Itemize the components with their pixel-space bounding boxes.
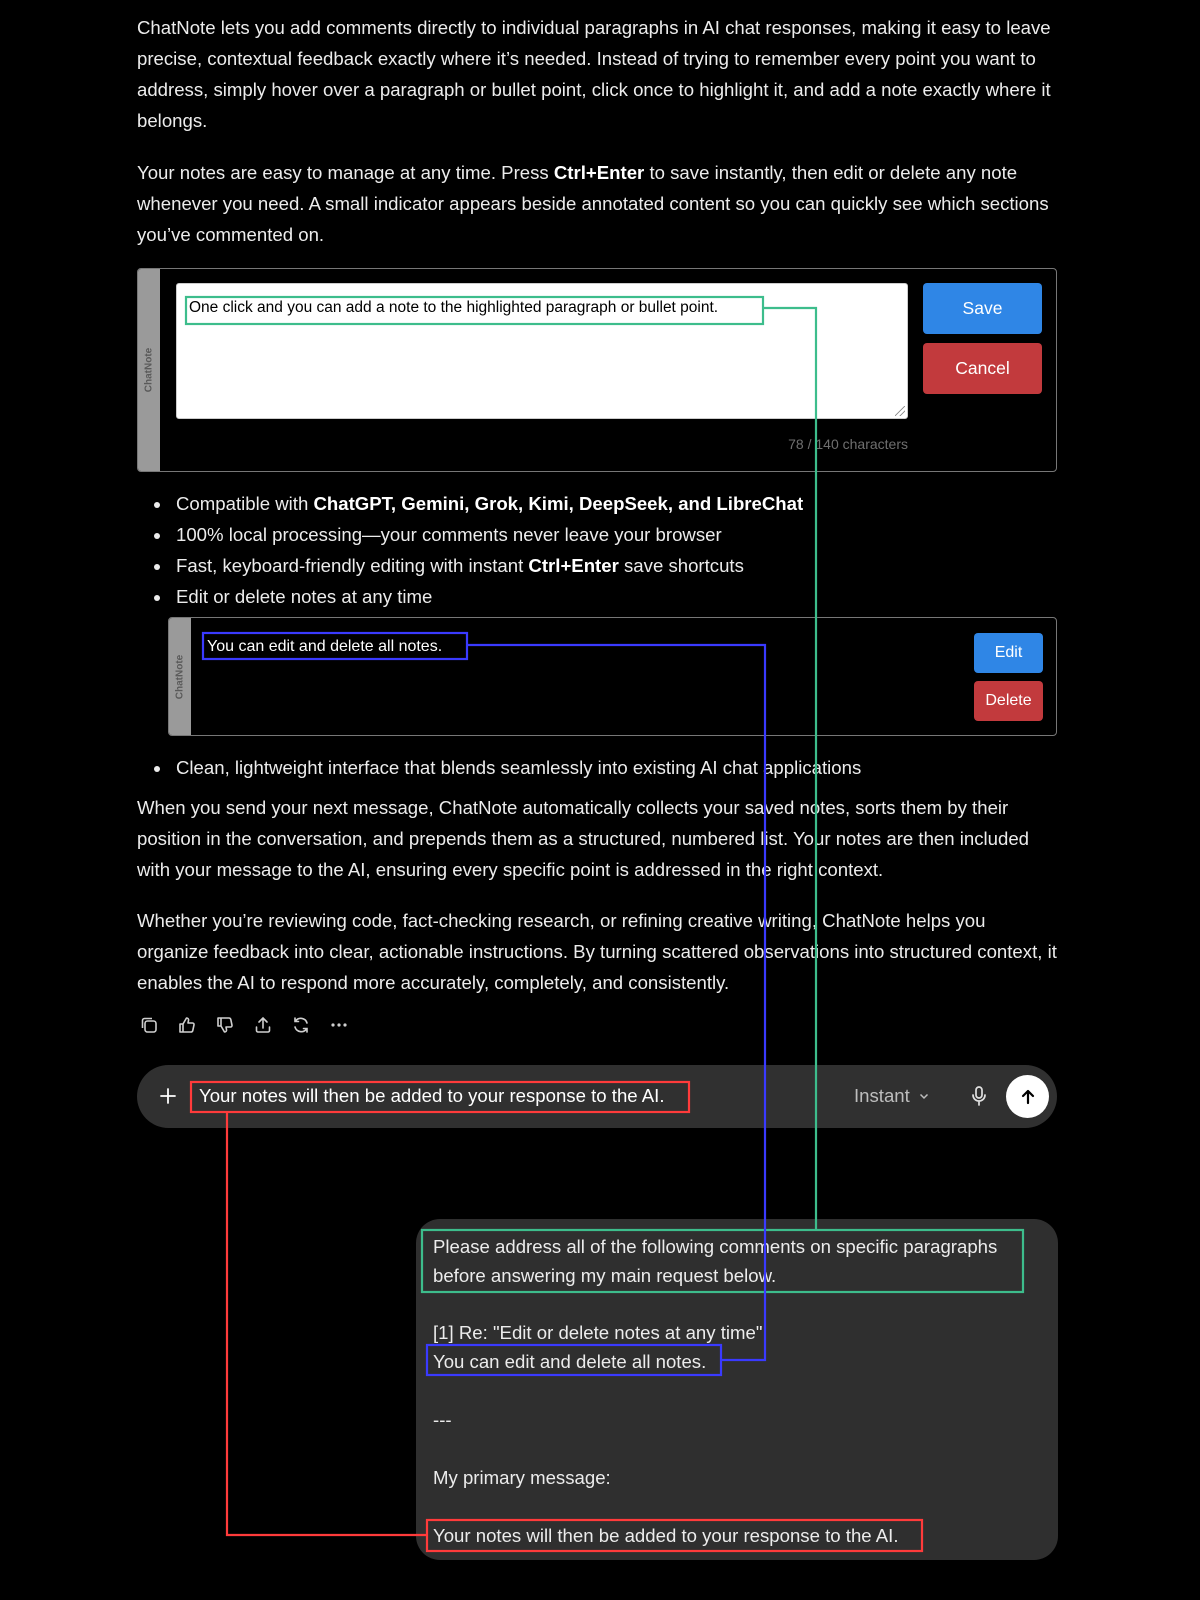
response-actions bbox=[137, 1013, 351, 1037]
resize-handle[interactable] bbox=[895, 406, 905, 416]
chatnote-strip bbox=[169, 618, 191, 735]
more-icon[interactable] bbox=[327, 1013, 351, 1037]
feature-item: Edit or delete notes at any time bbox=[176, 586, 433, 607]
thumbs-down-icon[interactable] bbox=[213, 1013, 237, 1037]
intro-paragraph-1: ChatNote lets you add comments directly to individual paragraphs in AI chat responses, making it easy to leave precise, contextual feedback exactly where it’s needed. Instead of trying to remember every point you want to address, simply hover over a paragraph or bullet point, click once to highlight it, and add a note exactly where it belongs. bbox=[137, 17, 1051, 131]
thumbs-up-icon[interactable] bbox=[175, 1013, 199, 1037]
feature-item: Compatible with ChatGPT, Gemini, Grok, Kimi, DeepSeek, and LibreChat bbox=[176, 493, 804, 514]
chatnote-saved-note-panel bbox=[168, 617, 1057, 736]
feature-item: Fast, keyboard-friendly editing with instant Ctrl+Enter save shortcuts bbox=[176, 555, 744, 576]
character-counter: 78 / 140 characters bbox=[788, 436, 908, 452]
message-input[interactable]: Your notes will then be added to your response to the AI. bbox=[199, 1085, 665, 1106]
chatnote-strip-label: ChatNote bbox=[174, 654, 186, 699]
sent-message-note-reference: [1] Re: "Edit or delete notes at any time": bbox=[433, 1322, 768, 1343]
save-button[interactable]: Save bbox=[923, 283, 1042, 334]
outro-paragraph-2: Whether you’re reviewing code, fact-checking research, or refining creative writing, ChatNote helps you organize feedback into clear, actionable instructions. By turning scattered observations into structured context, it enables the AI to respond more accurately, completely, and consistently. bbox=[137, 910, 1057, 993]
outro-paragraph-1: When you send your next message, ChatNote automatically collects your saved notes, sorts them by their position in the conversation, and prepends them as a structured, numbered list. Your notes are then included with your message to the AI, ensuring every specific point is addressed in the right context. bbox=[137, 797, 1030, 880]
sent-message-primary-text: Your notes will then be added to your response to the AI. bbox=[433, 1525, 899, 1546]
note-textarea-text: One click and you can add a note to the highlighted paragraph or bullet point. bbox=[189, 299, 719, 316]
delete-button[interactable]: Delete bbox=[974, 681, 1043, 721]
cancel-button[interactable]: Cancel bbox=[923, 343, 1042, 394]
intro-paragraph-2: Your notes are easy to manage at any time. Press Ctrl+Enter to save instantly, then edit or delete any note whenever you need. A small indicator appears beside annotated content so you can quickly see which sections you’ve commented on. bbox=[137, 162, 1049, 245]
feature-item: 100% local processing—your comments never leave your browser bbox=[176, 524, 722, 545]
sent-message-line: before answering my main request below. bbox=[433, 1265, 777, 1286]
sent-message-separator: --- bbox=[433, 1409, 452, 1430]
arrow-up-icon bbox=[1018, 1087, 1038, 1107]
regenerate-icon[interactable] bbox=[289, 1013, 313, 1037]
chatnote-strip bbox=[138, 269, 160, 471]
sent-message-primary-label: My primary message: bbox=[433, 1467, 611, 1488]
sent-message-line: Please address all of the following comments on specific paragraphs bbox=[433, 1236, 998, 1257]
plus-icon[interactable] bbox=[155, 1083, 181, 1109]
saved-note-text: You can edit and delete all notes. bbox=[207, 638, 443, 655]
edit-button[interactable]: Edit bbox=[974, 633, 1043, 673]
message-composer bbox=[137, 1065, 1057, 1128]
copy-icon[interactable] bbox=[137, 1013, 161, 1037]
send-button[interactable] bbox=[1006, 1075, 1049, 1118]
model-selector-label: Instant bbox=[854, 1085, 910, 1106]
sent-message-note-text: You can edit and delete all notes. bbox=[433, 1351, 707, 1372]
feature-item: Clean, lightweight interface that blends seamlessly into existing AI chat applications bbox=[176, 757, 862, 778]
share-icon[interactable] bbox=[251, 1013, 275, 1037]
chatnote-strip-label: ChatNote bbox=[143, 347, 155, 393]
model-selector[interactable] bbox=[854, 1085, 930, 1107]
chatnote-editor-panel bbox=[137, 268, 1057, 472]
note-textarea[interactable] bbox=[176, 283, 908, 419]
microphone-icon[interactable] bbox=[965, 1082, 993, 1110]
chevron-down-icon bbox=[918, 1090, 930, 1102]
